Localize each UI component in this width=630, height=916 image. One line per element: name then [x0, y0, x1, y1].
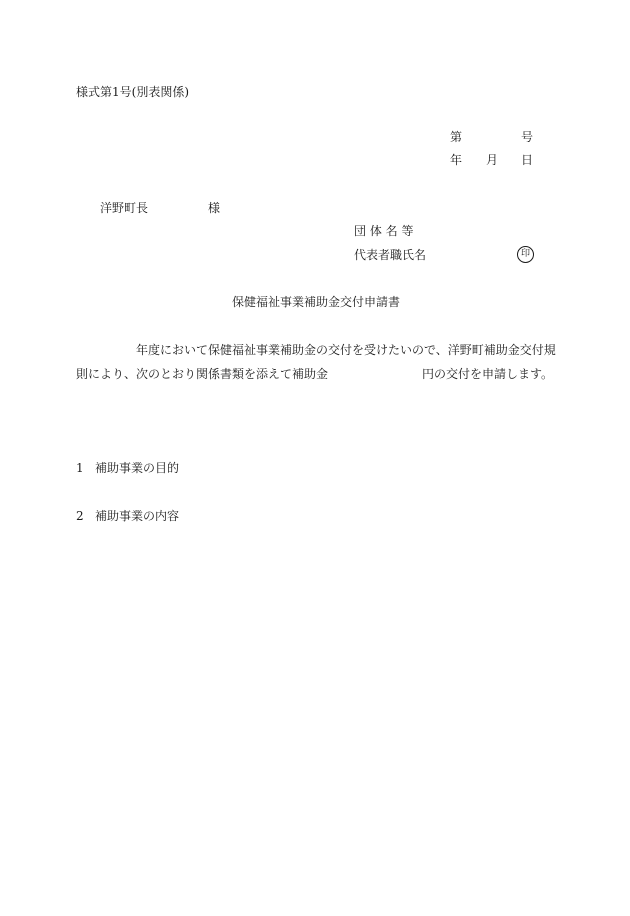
organization-label: 団 体 名 等 — [354, 224, 414, 238]
addressee-name: 洋野町長 — [100, 201, 149, 215]
document-title: 保健福祉事業補助金交付申請書 — [232, 295, 401, 309]
date-year: 年 — [450, 153, 463, 167]
representative-label: 代表者職氏名 — [354, 248, 427, 262]
body-line-1: 年度において保健福祉事業補助金の交付を受けたいので、洋野町補助金交付規 — [136, 343, 556, 357]
form-number: 様式第1号(別表関係) — [76, 85, 189, 99]
addressee-honorific: 様 — [208, 201, 221, 215]
item-1-label: 補助事業の目的 — [95, 461, 180, 475]
body-line-2a: 則により、次のとおり関係書類を添えて補助金 — [76, 367, 329, 381]
item-1-number: 1 — [76, 461, 84, 475]
date-day: 日 — [521, 153, 534, 167]
seal-mark: 印 — [517, 246, 534, 263]
item-2-label: 補助事業の内容 — [95, 509, 180, 523]
date-month: 月 — [486, 153, 499, 167]
item-2-number: 2 — [76, 509, 84, 523]
document-number-go: 号 — [521, 130, 534, 144]
document-number-dai: 第 — [450, 130, 463, 144]
body-line-2b: 円の交付を申請します。 — [422, 367, 554, 381]
